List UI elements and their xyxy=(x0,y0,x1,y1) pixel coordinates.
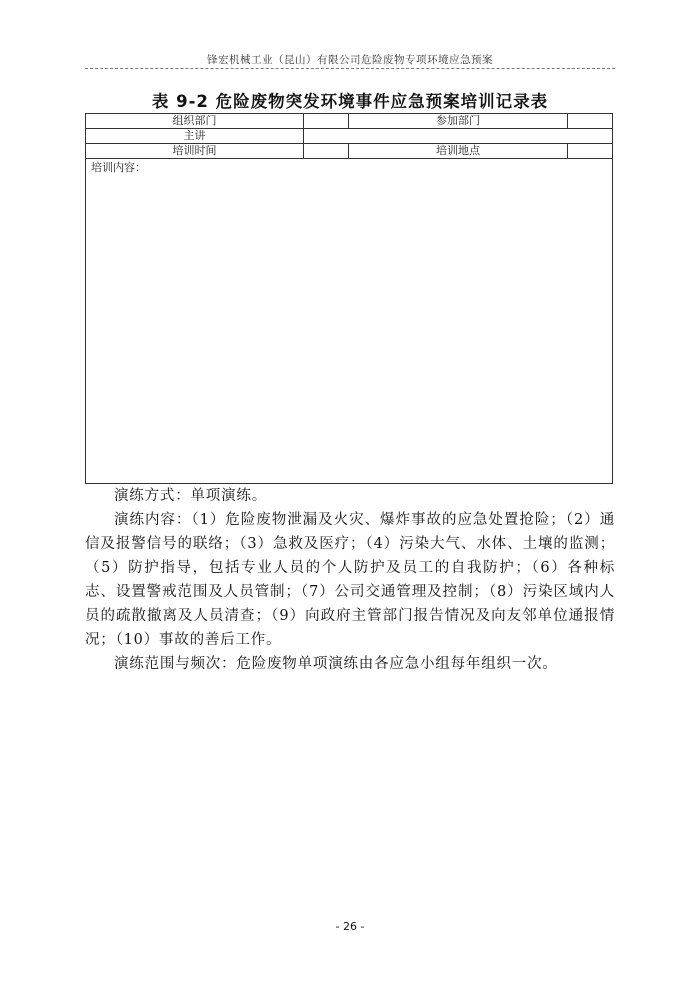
form-row-content xyxy=(86,159,613,484)
training-time-value-cell[interactable] xyxy=(304,144,349,159)
paragraph-drill-content: 演练内容：（1）危险废物泄漏及火灾、爆炸事故的应急处置抢险；（2）通信及报警信号的联络；（3）急救及医疗；（4）污染大气、水体、土壤的监测；（5）防护指导，包括专业人员的个人防护及员工的自我防护；（6）各种标志、设置警戒范围及人员管制；（7）公司交通管理及控制；（8）污染区域内人员的疏散撤离及人员清查；（9）向政府主管部门报告情况及向友邻单位通报情况；（10）事故的善后工作。 xyxy=(85,512,615,648)
form-row-departments xyxy=(86,114,613,129)
form-row-time-location xyxy=(86,144,613,159)
paragraph-drill-method: 演练方式：单项演练。 xyxy=(114,488,267,504)
running-header: 锋宏机械工业（昆山）有限公司危险废物专项环境应急预案 xyxy=(207,54,493,66)
training-time-label: 培训时间 xyxy=(86,144,304,159)
participant-dept-value-cell[interactable] xyxy=(568,114,613,129)
paragraph-drill-scope: 演练范围与频次：危险废物单项演练由各应急小组每年组织一次。 xyxy=(114,656,558,672)
page-number: - 26 - xyxy=(335,920,365,933)
training-content-cell[interactable] xyxy=(86,159,613,484)
training-location-value-cell[interactable] xyxy=(568,144,613,159)
org-dept-value-cell[interactable] xyxy=(304,114,349,129)
training-location-label: 培训地点 xyxy=(349,144,568,159)
form-row-lecturer xyxy=(86,129,613,144)
table-title: 表 9-2 危险废物突发环境事件应急预案培训记录表 xyxy=(151,92,549,111)
org-dept-label: 组织部门 xyxy=(86,114,304,129)
lecturer-value-cell[interactable] xyxy=(304,129,613,144)
training-record-form xyxy=(85,113,613,484)
body-text xyxy=(85,484,615,676)
training-content-label: 培训内容： xyxy=(91,161,146,174)
header-divider xyxy=(85,68,615,69)
lecturer-label: 主讲 xyxy=(86,129,304,144)
participant-dept-label: 参加部门 xyxy=(349,114,568,129)
